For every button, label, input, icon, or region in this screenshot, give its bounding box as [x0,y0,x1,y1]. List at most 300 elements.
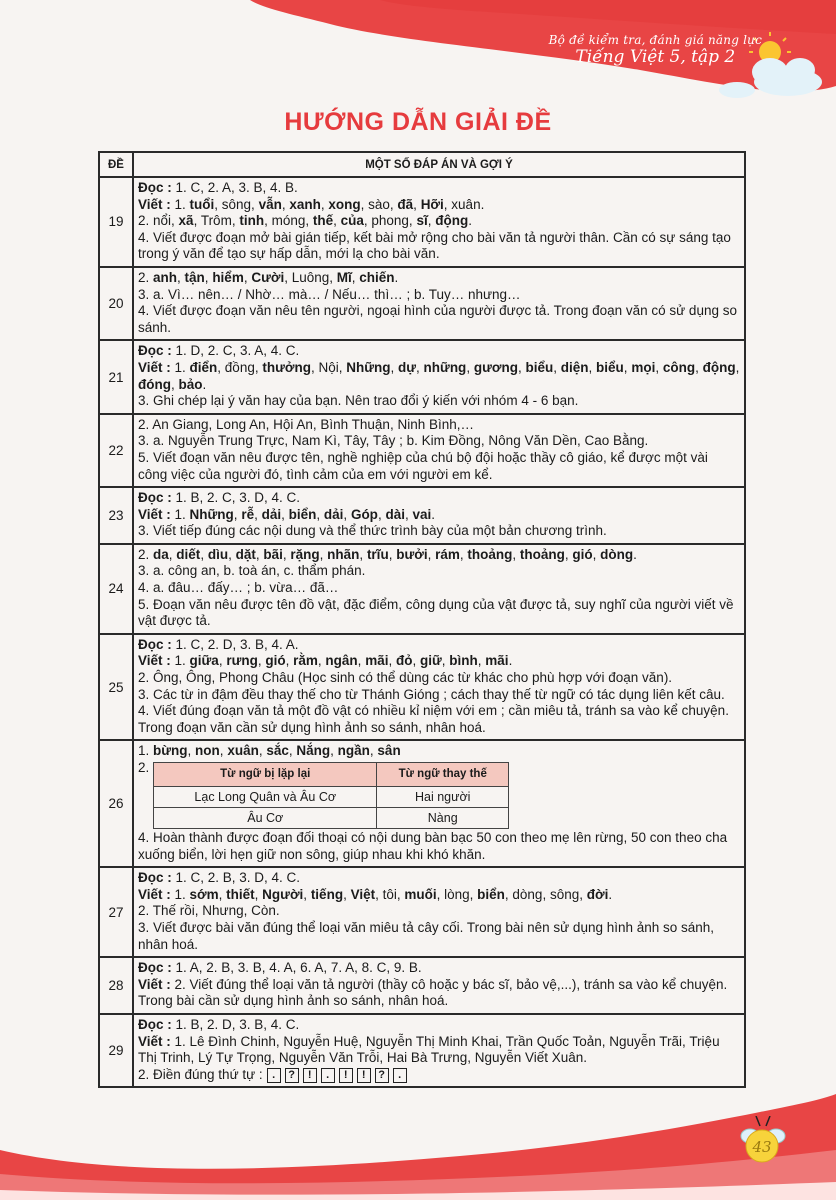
answer-line [138,1067,740,1084]
answer-line [138,580,740,597]
text: , [218,886,227,902]
table-header-row [99,152,745,177]
answer-line [138,360,740,393]
bold-text: Những [189,506,234,522]
bold-text: Cười [251,269,285,285]
bold-text: mãi [365,653,389,669]
text: , [200,546,208,562]
bold-text: Người [262,886,304,902]
table-row [99,414,745,487]
text: 4. Viết được đoạn văn nêu tên người, ngoại hình của người được tả. Trong đoạn văn có sử dụng so sánh. [138,303,737,335]
exam-number: 28 [99,957,133,1014]
answer-content [133,634,745,741]
text: , đồng, [217,359,263,375]
text: , [281,196,290,212]
text: , [218,653,227,669]
bold-text: thiết [226,886,255,902]
bold-text: dự [398,359,417,375]
text: , [695,359,703,375]
text: , [359,546,367,562]
bold-text: Hỡi [420,196,444,212]
text: . [468,213,472,229]
bold-text: Đọc : [138,636,172,652]
bold-text: Đọc : [138,870,172,886]
answer-content [133,544,745,634]
bold-text: Mĩ [336,269,352,285]
text: 1. B, 2. C, 3. D, 4. C. [171,490,301,506]
answer-line [138,670,740,687]
bold-text: Viết : [138,653,171,669]
answer-line [138,563,740,580]
bee-mascot-icon [736,1116,788,1168]
text: , [228,546,236,562]
answer-content [133,740,745,867]
answer-line [138,920,740,953]
bold-text: bảo [178,376,203,392]
text: , sào, [360,196,398,212]
exam-number: 26 [99,740,133,867]
text: , tôi, [375,886,405,902]
bold-text: gió [572,546,593,562]
text: 1. C, 2. B, 3. D, 4. C. [171,870,301,886]
answer-line [138,393,740,410]
punctuation-box: . [267,1068,281,1083]
bold-text: công [662,359,696,375]
text: , dòng, sông, [504,886,587,902]
answer-content [133,957,745,1014]
text: , [466,359,474,375]
bold-text: gương [473,359,518,375]
bold-text: sớm [189,886,219,902]
text: , Trôm, [193,213,240,229]
text: , [254,506,262,522]
text: , [330,743,338,759]
bold-text: Viết : [138,506,171,522]
text: 3. a. công an, b. toà án, c. thẩm phán. [138,563,366,579]
bold-text: đóng [138,376,171,392]
text: , [369,743,378,759]
text: , [168,546,177,562]
bold-text: điển [189,359,218,375]
text: , [219,743,228,759]
punctuation-box: ! [357,1068,371,1083]
answer-line [138,270,740,287]
answer-line [138,287,740,304]
answer-line [138,547,740,564]
bold-text: xã [178,213,194,229]
text: , [285,653,294,669]
answer-line [138,230,740,263]
punctuation-box: . [393,1068,407,1083]
bold-text: những [423,359,467,375]
text: , [427,213,436,229]
answer-line: 4. Hoàn thành được đoạn đối thoại có nội dung bàn bạc 50 con theo mẹ lên rừng, 50 con theo cha xuống biển, lời hẹn giữ non sông, giúp nhau khi khó khăn. [138,830,728,862]
text: , [588,359,597,375]
exam-number: 24 [99,544,133,634]
text: , [427,546,436,562]
answer-line [138,213,740,230]
punctuation-box: . [321,1068,335,1083]
bold-text: bưởi [396,546,428,562]
text: . [202,376,207,392]
table-row [99,544,745,634]
answer-line [138,743,740,760]
text: , [388,653,396,669]
bold-text: Đọc : [138,490,172,506]
bold-text: mọi [631,359,656,375]
text: , [592,546,601,562]
bold-text: biển [288,506,317,522]
answer-line [138,303,740,336]
text: , [564,546,573,562]
punctuation-box: ? [375,1068,389,1083]
bold-text: xanh [289,196,321,212]
answer-line [138,870,740,887]
bold-text: Đọc : [138,1016,172,1032]
bold-text: xong [328,196,361,212]
answer-line [138,687,740,704]
bold-text: mãi [485,653,509,669]
bold-text: vẫn [258,196,282,212]
text: , [735,359,740,375]
bold-text: thế [312,213,334,229]
answer-line [138,197,740,214]
bold-text: sân [377,743,401,759]
table-row [99,487,745,544]
text: 1. [138,743,154,759]
text: 2. An Giang, Long An, Hội An, Bình Thuận, Ninh Bình,… [138,416,474,432]
table-row [99,340,745,413]
bold-text: dặt [235,546,256,562]
answer-rows [99,177,745,740]
text: , [204,269,213,285]
punctuation-box: ? [285,1068,299,1083]
exam-number: 20 [99,267,133,340]
bold-text: đỏ [395,653,413,669]
punctuation-box: ! [303,1068,317,1083]
answer-content [133,414,745,487]
text: . [608,886,613,902]
text: , [333,213,341,229]
text: . [508,653,513,669]
answer-content [133,267,745,340]
text: , [413,196,421,212]
text: , [258,743,267,759]
column-header-number: ĐỀ [99,152,133,177]
text: , [404,506,413,522]
text: 1. [170,196,190,212]
bold-text: anh [153,269,178,285]
bold-text: biển [477,886,505,902]
text: 1. [170,886,190,902]
answer-content [133,867,745,957]
answer-table [98,151,746,1088]
inner-cell: Nàng [377,808,509,829]
text: 2. Ông, Ông, Phong Châu (Học sinh có thể dùng các từ khác cho phù hợp với đoạn văn). [138,670,673,686]
table-row [99,267,745,340]
answer-line [138,450,740,483]
bold-text: sắc [266,743,289,759]
text: , Nội, [310,359,347,375]
text: 2. Viết đúng thể loại văn tả người (thầy cô hoặc y bác sĩ, bảo vệ,...), tránh sa vào kể chuyện. Trong bài cần sử dụng hình ảnh so sánh, nhân hoá. [138,976,728,1009]
bold-text: nhãn [327,546,360,562]
bold-text: rằm [293,653,318,669]
text: . [431,506,436,522]
bold-text: Góp [350,506,378,522]
text: , [412,653,420,669]
text: , [233,506,242,522]
inner-cell: Lạc Long Quân và Âu Cơ [154,787,377,808]
text: 3. a. Nguyễn Trung Trực, Nam Kì, Tây, Tây ; b. Kim Đồng, Nông Văn Dền, Cao Bằng. [138,433,649,449]
bold-text: Đọc : [138,960,172,976]
answer-line [138,1017,740,1034]
answer-rows [99,867,745,1087]
answer-line [138,523,740,540]
text: , [243,269,252,285]
text: , Luông, [284,269,337,285]
answer-line [138,903,740,920]
text: , phong, [363,213,417,229]
bold-text: non [195,743,220,759]
table-row [99,740,745,867]
text: 1. C, 2. D, 3. B, 4. A. [171,636,299,652]
table-row [99,867,745,957]
bold-text: tận [184,269,205,285]
text: 3. Viết được bài văn đúng thể loại văn miêu tả cây cối. Trong bài nên sử dụng hình ảnh so sánh, nhân hoá. [138,919,715,952]
bold-text: của [340,213,364,229]
bold-text: đời [586,886,609,902]
bold-text: dòng [600,546,634,562]
answer-line [138,433,740,450]
table-row [99,957,745,1014]
bold-text: trĩu [366,546,389,562]
text: 3. Viết tiếp đúng các nội dung và thể thức trình bày của một bản chương trình. [138,523,607,539]
answer-line [138,960,740,977]
page-title: HƯỚNG DẪN GIẢI ĐỀ [284,108,552,136]
bold-text: giữa [189,653,219,669]
answer-line [138,760,740,830]
answer-line [138,653,740,670]
bold-text: giữ [419,653,442,669]
table-row [99,634,745,741]
answer-line [138,637,740,654]
inner-header-repeated: Từ ngữ bị lặp lại [154,763,377,787]
exam-number: 22 [99,414,133,487]
bold-text: rưng [226,653,258,669]
text: 1. [170,653,190,669]
text: , [477,653,486,669]
bold-text: xuân [227,743,259,759]
exam-number: 27 [99,867,133,957]
bold-text: muối [404,886,437,902]
bold-text: Việt [350,886,376,902]
bold-text: chiến [359,269,395,285]
text: , [257,653,266,669]
series-title: Bộ đề kiểm tra, đánh giá năng lực [548,33,762,47]
punctuation-box: ! [339,1068,353,1083]
bold-text: vai [412,506,432,522]
text: , [288,743,297,759]
answer-line [138,507,740,524]
exam-number: 23 [99,487,133,544]
table-row [99,177,745,267]
text: 5. Viết đoạn văn nêu được tên, nghề nghiệp của chú bộ đội hoặc thầy cô giáo, kể được một vài công việc của người đó, tình cảm của em với người em kể. [138,449,708,482]
text: , [459,546,468,562]
bold-text: rễ [241,506,255,522]
table-row [99,1014,745,1087]
bold-text: Viết : [138,196,171,212]
answer-line [138,417,740,434]
bold-text: bình [449,653,478,669]
column-header-answers: MỘT SỐ ĐÁP ÁN VÀ GỢI Ý [133,152,745,177]
answer-line [138,490,740,507]
text: 3. Các từ in đậm đều thay thế cho từ Thánh Gióng ; cách thay thế từ ngữ có tác dụng liên kết câu. [138,686,725,702]
text: . [633,546,637,562]
answer-line-prefix: 2. [138,760,150,775]
answer-row-26 [99,740,745,867]
text: , [254,886,263,902]
answer-line [138,597,740,630]
bold-text: dìu [207,546,229,562]
inner-header-replacement: Từ ngữ thay thế [377,763,509,787]
text: . [394,269,399,285]
book-subtitle: Tiếng Việt 5, tập 2 [575,47,736,68]
bold-text: thưởng [262,359,311,375]
bold-text: Những [346,359,391,375]
bold-text: ngân [325,653,358,669]
text: , [303,886,311,902]
text: , [171,376,179,392]
text: , [187,743,196,759]
text: , [320,196,329,212]
answer-line [138,1034,740,1067]
text: , [512,546,520,562]
text: , [316,506,324,522]
text: , sông, [214,196,259,212]
bold-text: diện [560,359,589,375]
text: , [388,546,397,562]
text: , [343,886,351,902]
bold-text: động [435,213,469,229]
bold-text: hiểm [212,269,244,285]
bold-text: sĩ [416,213,428,229]
text: , [623,359,632,375]
order-label: 2. Điền đúng thứ tự : [138,1066,263,1082]
text: 5. Đoạn văn nêu được tên đồ vật, đặc điểm, công dụng của vật được tả, suy nghĩ của người viết về vật được tả. [138,596,734,629]
bold-text: biểu [596,359,624,375]
book-title [549,33,762,68]
bold-text: Viết : [138,359,171,375]
bold-text: đã [397,196,414,212]
answer-line [138,343,740,360]
exam-number: 25 [99,634,133,741]
text: 1. D, 2. C, 3. A, 4. C. [171,343,300,359]
bold-text: Đọc : [138,180,172,195]
exam-number: 19 [99,177,133,267]
text: , [441,653,450,669]
text: , [357,653,366,669]
bold-text: tiếng [310,886,344,902]
text: , [390,359,398,375]
text: , [177,269,185,285]
text: , [317,653,326,669]
bold-text: ngần [337,743,370,759]
text: 1. B, 2. D, 3. B, 4. C. [171,1016,300,1032]
bold-text: thoảng [519,546,565,562]
bold-text: Viết : [138,976,171,992]
text: 2. nổi, [138,213,179,229]
bold-text: dải [261,506,282,522]
text: , [377,506,386,522]
text: , [319,546,328,562]
answer-content [133,177,745,267]
inner-cell: Hai người [377,787,509,808]
text: , [553,359,561,375]
text: , lòng, [436,886,478,902]
bold-text: Viết : [138,1033,171,1049]
text: , [655,359,663,375]
answer-line [138,977,740,1010]
text: , [281,506,289,522]
inner-cell: Âu Cơ [154,808,377,829]
bold-text: Đọc : [138,343,172,359]
text: 1. A, 2. B, 3. B, 4. A, 6. A, 7. A, 8. C, 9. B. [171,960,422,976]
exam-number: 29 [99,1014,133,1087]
bold-text: gió [265,653,286,669]
bold-text: động [702,359,736,375]
bold-text: bãi [263,546,283,562]
exam-number: 21 [99,340,133,413]
text: , [351,269,360,285]
text: 4. a. đâu… đấy… ; b. vừa… đã… [138,580,339,596]
text: , [517,359,526,375]
bold-text: diết [176,546,201,562]
bold-text: rặng [290,546,320,562]
text: 3. Ghi chép lại ý văn hay của bạn. Nên trao đổi ý kiến với nhóm 4 - 6 bạn. [138,393,579,409]
text: 2. [138,269,154,285]
bold-text: da [153,546,169,562]
page-number: 43 [752,1138,772,1156]
bold-text: tuổi [189,196,215,212]
text: , [282,546,291,562]
answer-line [138,887,740,904]
bold-text: rám [435,546,460,562]
bold-text: Nắng [296,743,331,759]
bold-text: tinh [239,213,265,229]
text: 1. C, 2. A, 3. B, 4. B. [171,180,298,195]
answer-content [133,487,745,544]
bold-text: Viết : [138,886,171,902]
text: 2. Thế rồi, Nhưng, Còn. [138,903,280,919]
bold-text: biểu [525,359,554,375]
text: 4. Viết được đoạn mở bài gián tiếp, kết bài mở rộng cho bài văn tả người thân. Cần có sự sáng tạo trong ý văn để tạo sự hấp dẫn, mới lạ cho bài văn. [138,229,731,262]
answer-content [133,1014,745,1087]
text: , [416,359,424,375]
replacement-table [153,762,509,829]
answer-line [138,703,740,736]
text: , [343,506,351,522]
answer-line [138,180,740,197]
text: 1. Lê Đình Chinh, Nguyễn Huệ, Nguyễn Thị Minh Khai, Trần Quốc Toản, Nguyễn Trãi, Triệu Thị Trinh, Lý Tự Trọng, Nguyễn Văn Trỗi, Hai Bà Trưng, Nguyễn Viết Xuân. [138,1033,720,1066]
text: 1. [170,506,190,522]
text: 4. Viết đúng đoạn văn tả một đồ vật có nhiều kỉ niệm với em ; cần miêu tả, tránh sa vào kể chuyện. Trong đoạn văn cần sử dụng hình ảnh so sánh, nhân hoá. [138,703,729,735]
bold-text: dài [385,506,405,522]
answer-content [133,340,745,413]
text: 1. [170,359,190,375]
text: , móng, [264,213,313,229]
text: , [255,546,264,562]
bold-text: bừng [153,743,188,759]
